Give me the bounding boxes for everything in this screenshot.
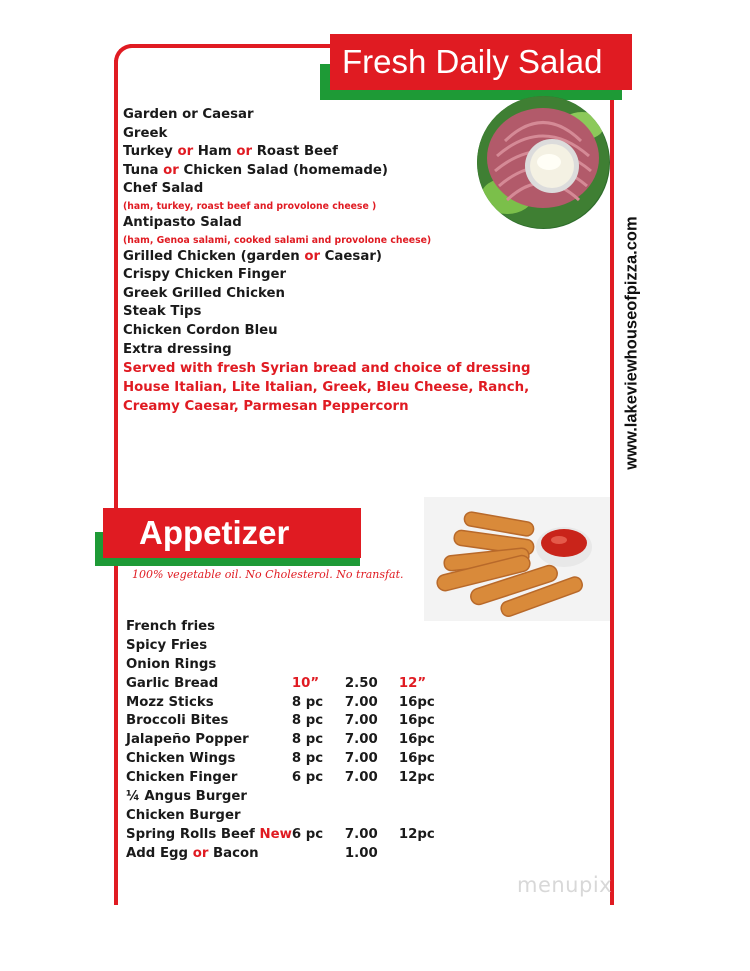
item-size-small: 6 pc	[291, 826, 324, 842]
item-name: Jalapeño Popper	[126, 732, 249, 748]
frame-top-line	[130, 44, 335, 48]
table-row	[126, 825, 459, 844]
salad-item: Steak Tips	[123, 304, 202, 320]
item-price: 7.00	[344, 713, 378, 729]
item-size-large	[399, 806, 459, 825]
new-badge: New	[259, 826, 292, 842]
item-name: French fries	[126, 618, 216, 634]
website-url: www.lakeviewhouseofpizza.com	[622, 215, 641, 470]
appetizer-table	[126, 617, 459, 863]
salad-item: Greek	[123, 125, 168, 141]
item-size-large: 12pc	[398, 826, 435, 842]
table-row	[126, 768, 459, 787]
item-size-small: 8 pc	[291, 713, 324, 729]
item-size-large: 16pc	[398, 713, 435, 729]
item-size-small: 10”	[291, 675, 320, 691]
table-row	[126, 749, 459, 768]
salad-item: Greek Grilled Chicken	[123, 285, 285, 301]
table-row	[126, 617, 459, 636]
item-price: 1.00	[344, 845, 378, 861]
table-row	[126, 844, 459, 863]
appetizer-title: Appetizer	[103, 508, 361, 558]
item-name: Broccoli Bites	[126, 713, 229, 729]
item-size-small: 6 pc	[291, 770, 324, 786]
item-size-small	[292, 806, 345, 825]
item-size-large	[399, 787, 459, 806]
salad-item: Chef Salad	[123, 181, 204, 197]
mozz-sticks-photo	[424, 497, 610, 621]
item-name: Onion Rings	[126, 656, 217, 672]
salad-item: Tuna or Chicken Salad (homemade)	[123, 162, 388, 178]
salad-item: Garden or Caesar	[123, 107, 254, 122]
item-price	[345, 806, 399, 825]
item-size-small	[292, 617, 345, 636]
dressing-line: Creamy Caesar, Parmesan Peppercorn	[123, 399, 409, 415]
menupix-watermark: menupix	[517, 873, 613, 897]
salad-item: Antipasto Salad	[123, 214, 242, 230]
item-name: Add Egg or Bacon	[126, 845, 259, 861]
dressing-line: House Italian, Lite Italian, Greek, Bleu Cheese, Ranch,	[123, 380, 530, 396]
salad-item-note: (ham, Genoa salami, cooked salami and provolone cheese)	[123, 234, 432, 246]
table-row	[126, 636, 459, 655]
item-price	[345, 636, 399, 655]
item-size-large: 16pc	[398, 732, 435, 748]
salad-item: Crispy Chicken Finger	[123, 267, 287, 283]
item-size-large: 12pc	[398, 770, 435, 786]
item-price: 7.00	[344, 826, 378, 842]
salad-item: Grilled Chicken (garden or Caesar)	[123, 248, 382, 264]
salad-banner	[320, 34, 632, 100]
item-name: Garlic Bread	[126, 675, 219, 691]
item-size-large: 12”	[398, 675, 427, 691]
item-price: 2.50	[344, 675, 378, 691]
table-row	[126, 787, 459, 806]
item-name: Chicken Finger	[126, 770, 238, 786]
item-price: 7.00	[344, 732, 378, 748]
item-size-large	[399, 655, 459, 674]
item-size-large: 16pc	[398, 694, 435, 710]
frame-right-line	[610, 90, 614, 905]
salad-item-note: (ham, turkey, roast beef and provolone cheese )	[123, 200, 377, 212]
salad-item: Extra dressing	[123, 341, 232, 357]
item-price: 7.00	[344, 694, 378, 710]
table-row	[126, 693, 459, 712]
item-size-small: 8 pc	[291, 694, 324, 710]
item-price	[345, 787, 399, 806]
item-name: Chicken Wings	[126, 751, 236, 767]
salad-title: Fresh Daily Salad	[330, 34, 632, 90]
item-size-large	[399, 844, 459, 863]
frame-left-line	[114, 60, 118, 905]
item-size-large	[399, 636, 459, 655]
item-size-small: 8 pc	[291, 732, 324, 748]
appetizer-note: 100% vegetable oil. No Cholesterol. No transfat.	[132, 568, 404, 581]
item-name: ¼ Angus Burger	[126, 788, 247, 804]
item-name: Spring Rolls Beef New	[126, 826, 292, 842]
item-name: Mozz Sticks	[126, 694, 214, 710]
salad-item: Turkey or Ham or Roast Beef	[123, 144, 338, 160]
table-row	[126, 674, 459, 693]
item-name: Spicy Fries	[126, 637, 208, 653]
item-name: Chicken Burger	[126, 807, 241, 823]
item-size-small	[292, 636, 345, 655]
table-row	[126, 655, 459, 674]
item-size-small	[292, 655, 345, 674]
item-size-small	[292, 787, 345, 806]
item-size-small: 8 pc	[291, 751, 324, 767]
salad-list	[123, 106, 593, 416]
item-price: 7.00	[344, 770, 378, 786]
item-price	[345, 655, 399, 674]
table-row	[126, 730, 459, 749]
item-price: 7.00	[344, 751, 378, 767]
table-row	[126, 711, 459, 730]
appetizer-banner	[95, 508, 365, 566]
salad-item: Chicken Cordon Bleu	[123, 322, 278, 338]
table-row	[126, 806, 459, 825]
item-size-large: 16pc	[398, 751, 435, 767]
served-with-line: Served with fresh Syrian bread and choice of dressing	[123, 361, 531, 377]
item-size-small	[292, 844, 345, 863]
item-price	[345, 617, 399, 636]
item-size-large	[399, 617, 459, 636]
